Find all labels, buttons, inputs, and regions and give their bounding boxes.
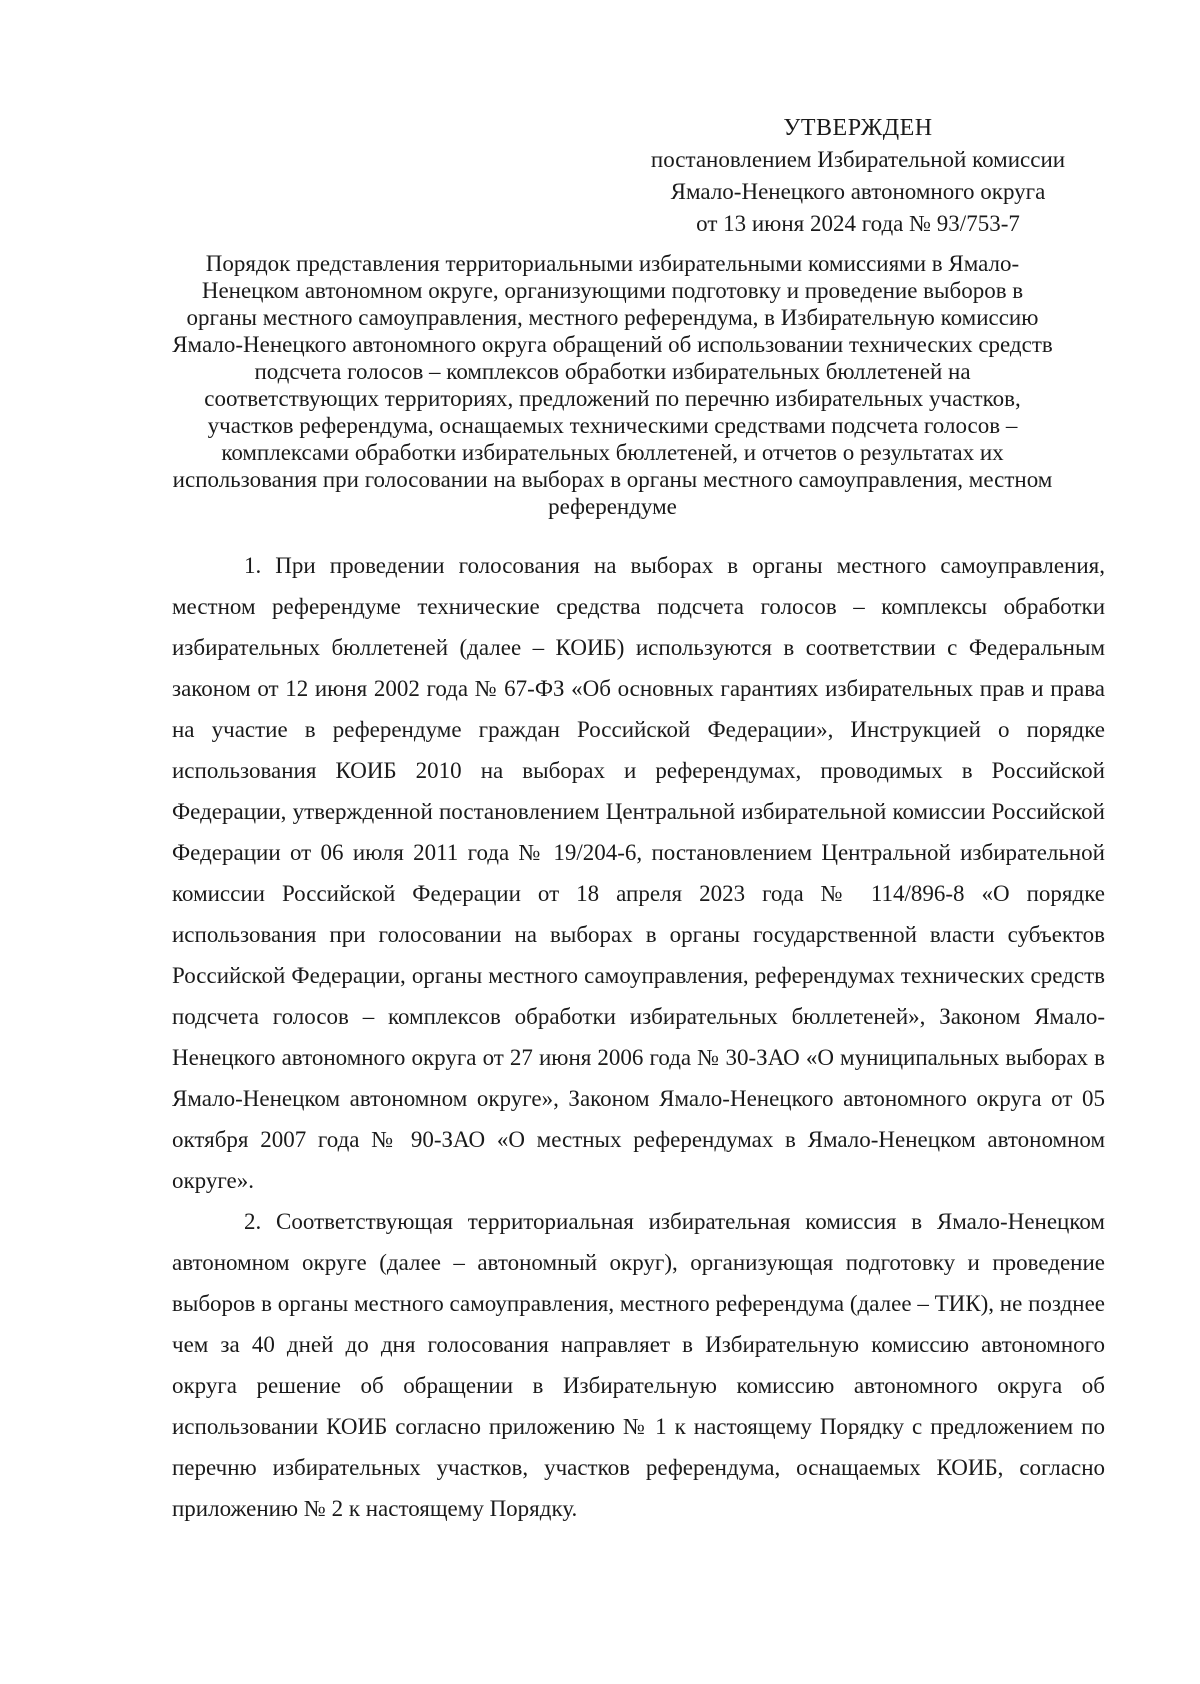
approval-line-2: Ямало-Ненецкого автономного округа <box>670 179 1046 204</box>
approval-stamp <box>628 112 1088 240</box>
document-title: Порядок представления территориальными избирательными комиссиями в Ямало-Ненецком автономном округе, организующими подготовку и проведение выборов в органы местного самоуправления, местного референдума, в Избирательную комиссию Ямало-Ненецкого автономного округа обращений об использовании технических средств подсчета голосов – комплексов обработки избирательных бюллетеней на соответствующих территориях, предложений по перечню избирательных участков, участков референдума, оснащаемых техническими средствами подсчета голосов – комплексами обработки избирательных бюллетеней, и отчетов о результатах их использования при голосовании на выборах в органы местного самоуправления, местном референдуме <box>172 251 1053 519</box>
approval-heading: УТВЕРЖДЕН <box>783 115 933 141</box>
paragraph-2: 2. Соответствующая территориальная избирательная комиссия в Ямало-Ненецком автономном округе (далее – автономный округ), организующая подготовку и проведение выборов в органы местного самоуправления, местного референдума (далее – ТИК), не позднее чем за 40 дней до дня голосования направляет в Избирательную комиссию автономного округа решение об обращении в Избирательную комиссию автономного округа об использовании КОИБ согласно приложению № 1 к настоящему Порядку с предложением по перечню избирательных участков, участков референдума, оснащаемых КОИБ, согласно приложению № 2 к настоящему Порядку. <box>172 1209 1105 1521</box>
paragraph-1: 1. При проведении голосования на выборах в органы местного самоуправления, местном референдуме технические средства подсчета голосов – комплексы обработки избирательных бюллетеней (далее – КОИБ) используются в соответствии с Федеральным законом от 12 июня 2002 года № 67-ФЗ «Об основных гарантиях избирательных прав и права на участие в референдуме граждан Российской Федерации», Инструкцией о порядке использования КОИБ 2010 на выборах и референдумах, проводимых в Российской Федерации, утвержденной постановлением Центральной избирательной комиссии Российской Федерации от 06 июля 2011 года № 19/204-6, постановлением Центральной избирательной комиссии Российской Федерации от 18 апреля 2023 года № 114/896-8 «О порядке использования при голосовании на выборах в органы государственной власти субъектов Российской Федерации, органы местного самоуправления, референдумах технических средств подсчета голосов – комплексов обработки избирательных бюллетеней», Законом Ямало-Ненецкого автономного округа от 27 июня 2006 года № 30-ЗАО «О муниципальных выборах в Ямало-Ненецком автономном округе», Законом Ямало-Ненецкого автономного округа от 05 октября 2007 года № 90-ЗАО «О местных референдумах в Ямало-Ненецком автономном округе». <box>172 553 1105 1193</box>
approval-line-1: постановлением Избирательной комиссии <box>650 147 1066 172</box>
approval-line-3: от 13 июня 2024 года № 93/753-7 <box>696 211 1020 236</box>
document-body <box>172 545 1105 1529</box>
